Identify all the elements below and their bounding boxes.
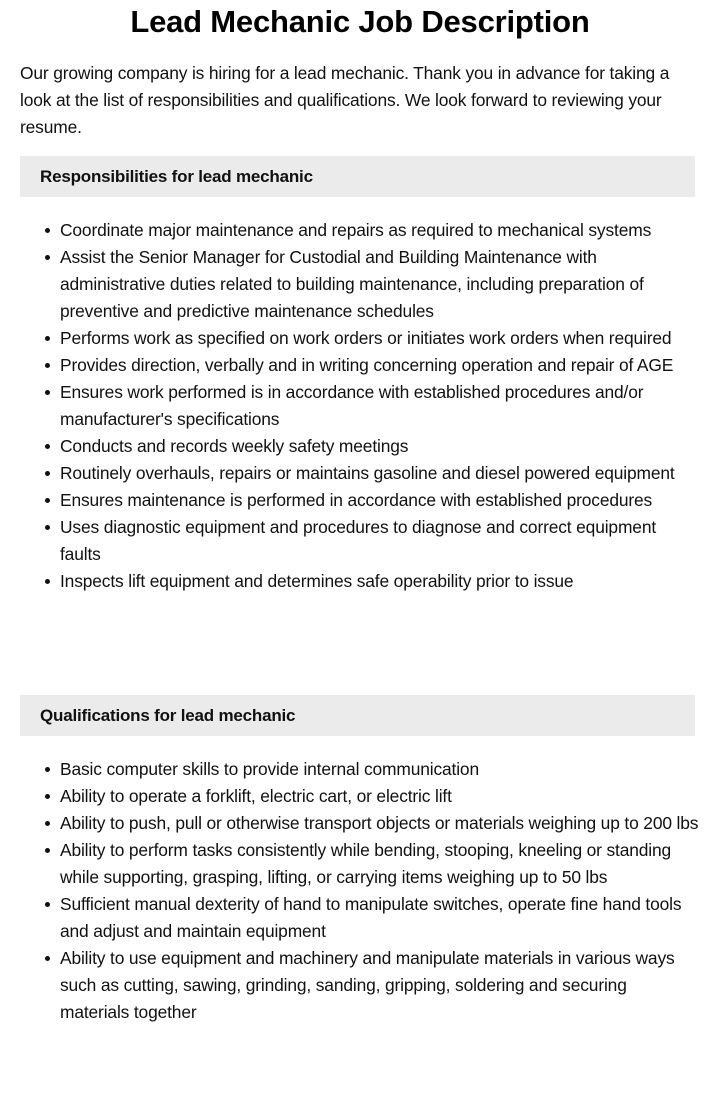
bullet-icon [45,444,50,449]
bullet-icon [45,363,50,368]
list-item-text: Ability to use equipment and machinery and manipulate materials in various ways such as cutting, sawing, grinding, sanding, gripping, soldering and securing materials together [60,948,675,1022]
bullet-icon [45,767,50,772]
bullet-icon [45,956,50,961]
list-item-text: Assist the Senior Manager for Custodial and Building Maintenance with administrative duties related to building maintenance, including preparation of preventive and predictive maintenance schedules [60,247,644,321]
bullet-icon [45,794,50,799]
intro-paragraph: Our growing company is hiring for a lead mechanic. Thank you in advance for taking a look at the list of responsibilities and qualifications. We look forward to reviewing your resume. [20,63,670,137]
list-item [60,514,700,568]
list-item-text: Ability to push, pull or otherwise transport objects or materials weighing up to 200 lbs [60,813,699,833]
bullet-icon [45,848,50,853]
list-item [60,487,700,514]
list-item-text: Basic computer skills to provide internal communication [60,759,479,779]
bullet-icon [45,579,50,584]
list-item-text: Ensures work performed is in accordance with established procedures and/or manufacturer's specifications [60,382,644,429]
page-title: Lead Mechanic Job Description [130,4,590,39]
list-item-text: Sufficient manual dexterity of hand to manipulate switches, operate fine hand tools and adjust and maintain equipment [60,894,682,941]
list-item-text: Inspects lift equipment and determines safe operability prior to issue [60,571,574,591]
list-item [60,568,700,595]
list-item [60,460,700,487]
list-item-text: Ability to perform tasks consistently while bending, stooping, kneeling or standing while supporting, grasping, lifting, or carrying items weighing up to 50 lbs [60,840,672,887]
bullet-icon [45,902,50,907]
list-item [60,325,700,352]
list-item [60,352,700,379]
list-item [60,891,700,945]
list-item [60,837,700,891]
list-item [60,783,700,810]
list-item-text: Uses diagnostic equipment and procedures to diagnose and correct equipment faults [60,517,657,564]
responsibilities-heading: Responsibilities for lead mechanic [20,156,695,197]
list-item-text: Conducts and records weekly safety meetings [60,436,409,456]
bullet-icon [45,525,50,530]
list-item [60,945,700,1026]
bullet-icon [45,228,50,233]
list-item [60,244,700,325]
list-item [60,379,700,433]
list-item [60,217,700,244]
bullet-icon [45,255,50,260]
qualifications-heading: Qualifications for lead mechanic [20,695,695,736]
list-item-text: Provides direction, verbally and in writing concerning operation and repair of AGE [60,355,674,375]
bullet-icon [45,336,50,341]
list-item-text: Coordinate major maintenance and repairs as required to mechanical systems [60,220,652,240]
qualifications-list [20,756,700,1026]
bullet-icon [45,390,50,395]
bullet-icon [45,471,50,476]
list-item-text: Performs work as specified on work orders or initiates work orders when required [60,328,672,348]
list-item [60,433,700,460]
list-item-text: Ability to operate a forklift, electric cart, or electric lift [60,786,452,806]
list-item-text: Ensures maintenance is performed in accordance with established procedures [60,490,653,510]
bullet-icon [45,498,50,503]
list-item [60,756,700,783]
responsibilities-list [20,217,700,595]
list-item-text: Routinely overhauls, repairs or maintains gasoline and diesel powered equipment [60,463,675,483]
bullet-icon [45,821,50,826]
list-item [60,810,700,837]
